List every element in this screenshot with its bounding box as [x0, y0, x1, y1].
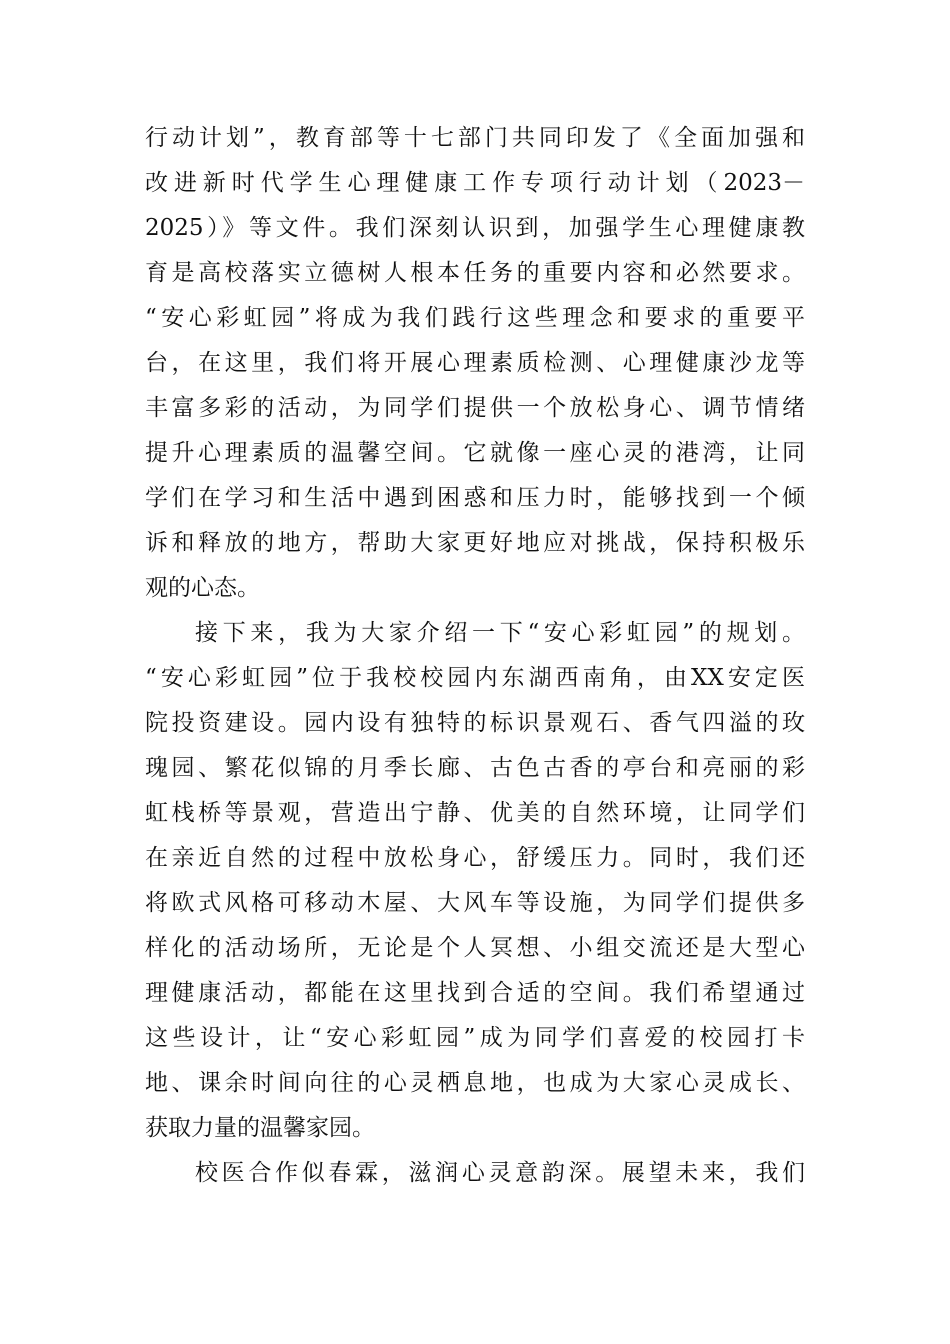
text-line: 学们在学习和生活中遇到困惑和压力时，能够找到一个倾	[145, 485, 805, 511]
text-line: 台，在这里，我们将开展心理素质检测、心理健康沙龙等	[145, 350, 805, 376]
text-line: 育是高校落实立德树人根本任务的重要内容和必然要求。	[145, 260, 805, 286]
text-line: “安心彩虹园”将成为我们践行这些理念和要求的重要平	[145, 305, 805, 331]
text-line: 将欧式风格可移动木屋、大风车等设施，为同学们提供多	[145, 890, 805, 916]
text-line: 瑰园、繁花似锦的月季长廊、古色古香的亭台和亮丽的彩	[145, 755, 805, 781]
text-line: 丰富多彩的活动，为同学们提供一个放松身心、调节情绪	[145, 395, 805, 421]
text-line: 获取力量的温馨家园。	[145, 1115, 375, 1141]
text-line: 校医合作似春霖，滋润心灵意韵深。展望未来，我们	[195, 1160, 805, 1186]
text-line: 理健康活动，都能在这里找到合适的空间。我们希望通过	[145, 980, 805, 1006]
text-line: “安心彩虹园”位于我校校园内东湖西南角，由XX安定医	[145, 665, 805, 691]
document-page	[145, 116, 805, 1196]
text-line: 2025）》等文件。我们深刻认识到，加强学生心理健康教	[145, 215, 805, 241]
text-line: 改进新时代学生心理健康工作专项行动计划（2023－	[145, 170, 805, 196]
text-line: 地、课余时间向往的心灵栖息地，也成为大家心灵成长、	[145, 1070, 805, 1096]
text-line: 观的心态。	[145, 575, 260, 601]
text-line: 院投资建设。园内设有独特的标识景观石、香气四溢的玫	[145, 710, 805, 736]
text-line: 接下来，我为大家介绍一下“安心彩虹园”的规划。	[195, 620, 805, 646]
text-line: 样化的活动场所，无论是个人冥想、小组交流还是大型心	[145, 935, 805, 961]
text-line: 提升心理素质的温馨空间。它就像一座心灵的港湾，让同	[145, 440, 805, 466]
text-line: 在亲近自然的过程中放松身心，舒缓压力。同时，我们还	[145, 845, 805, 871]
text-line: 虹栈桥等景观，营造出宁静、优美的自然环境，让同学们	[145, 800, 805, 826]
text-line: 行动计划”，教育部等十七部门共同印发了《全面加强和	[145, 125, 805, 151]
text-line: 诉和释放的地方，帮助大家更好地应对挑战，保持积极乐	[145, 530, 805, 556]
text-line: 这些设计，让“安心彩虹园”成为同学们喜爱的校园打卡	[145, 1025, 805, 1051]
